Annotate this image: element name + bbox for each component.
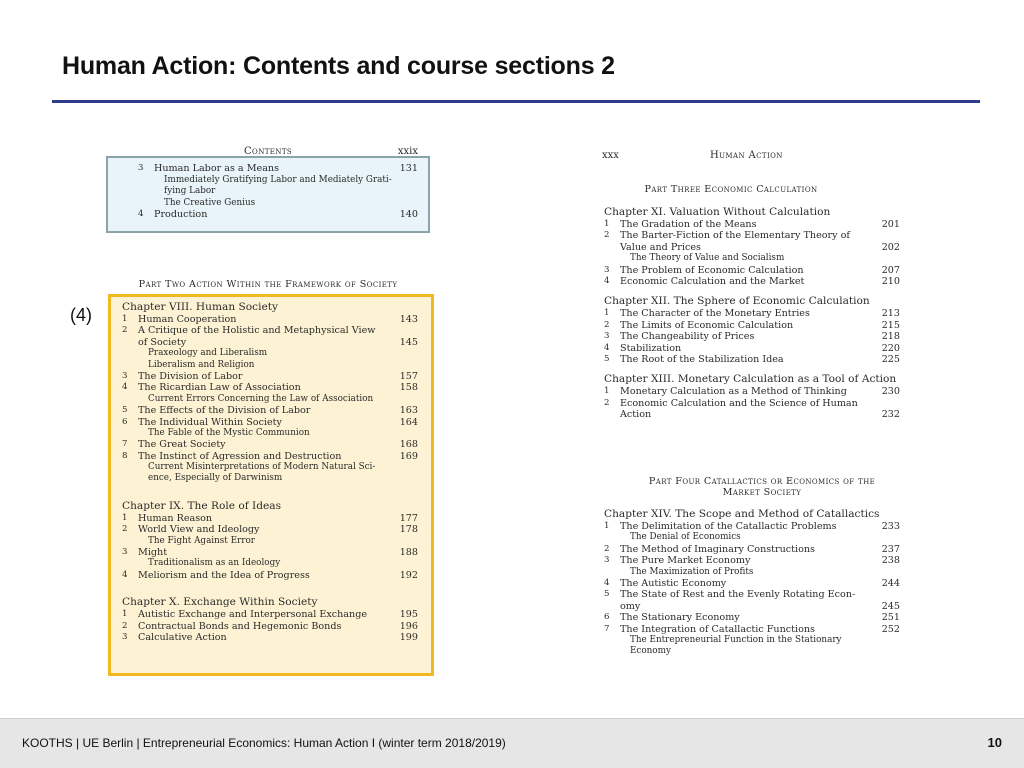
toc-entry-label: World View and Ideology — [138, 524, 260, 536]
toc-entry-label: of Society — [138, 336, 187, 348]
toc-header-title: Contents — [244, 146, 293, 157]
toc-entry-number: 2 — [604, 397, 610, 408]
chapter-spacer — [122, 581, 418, 595]
toc-entry-number: 3 — [122, 370, 128, 381]
toc-entry-label: Human Reason — [138, 512, 213, 524]
toc-entry — [122, 325, 418, 336]
chapter-title: Chapter XIII. Monetary Calculation as a Tool of Action — [604, 373, 897, 386]
part-four-heading-line2: Market Society — [722, 487, 802, 499]
toc-entry-page: 164 — [399, 416, 418, 428]
toc-entry-page: 178 — [399, 524, 418, 536]
toc-entry — [604, 230, 900, 241]
toc-subentry-label: Current Misinterpretations of Modern Natural Sci- — [148, 462, 376, 473]
toc-entry — [604, 386, 900, 397]
toc-excerpt-contents — [138, 146, 418, 220]
toc-entry — [604, 354, 900, 365]
toc-rows — [138, 163, 418, 220]
toc-entry-page: 225 — [881, 353, 900, 365]
toc-entry-number: 1 — [604, 219, 610, 229]
toc-entry — [122, 417, 418, 428]
chapter-entries — [604, 219, 900, 287]
toc-entry-number: 3 — [122, 547, 128, 558]
toc-entry-label: Might — [138, 547, 168, 559]
toc-entry-number: 3 — [604, 555, 610, 566]
toc-entry — [604, 398, 900, 409]
toc-subentry-label: Immediately Gratifying Labor and Mediately Grati- — [164, 174, 392, 185]
toc-subentry — [138, 198, 418, 209]
toc-entry-number: 5 — [604, 589, 610, 600]
toc-entry-number: 5 — [122, 405, 128, 416]
toc-entry-label: The Division of Labor — [138, 370, 243, 382]
toc-entry — [604, 601, 900, 612]
toc-entry-page: 215 — [881, 319, 900, 331]
chapter-title: Chapter XI. Valuation Without Calculation — [604, 206, 831, 218]
part-two-heading-block — [128, 279, 408, 290]
toc-entry-page: 145 — [399, 336, 418, 348]
toc-entry — [604, 331, 900, 342]
section-callout-label: (4) — [70, 305, 92, 325]
toc-entry — [122, 524, 418, 535]
toc-entry-number: 1 — [604, 521, 610, 531]
toc-entry-page: 168 — [399, 439, 418, 451]
toc-entry — [604, 612, 900, 623]
toc-entry-number: 1 — [122, 314, 128, 324]
chapter-entries — [122, 609, 418, 643]
toc-entry-label: A Critique of the Holistic and Metaphysical View — [138, 325, 376, 337]
toc-subentry — [122, 428, 418, 439]
toc-entry — [604, 242, 900, 253]
toc-entry-label: The Limits of Economic Calculation — [620, 319, 794, 331]
title-underline — [52, 100, 980, 103]
toc-subentry-label: Current Errors Concerning the Law of Association — [148, 393, 374, 404]
toc-entry-number: 2 — [122, 325, 128, 336]
toc-entry-page: 220 — [881, 342, 900, 354]
toc-entry — [604, 265, 900, 276]
chapter-entries — [122, 513, 418, 581]
toc-entry-label: The Problem of Economic Calculation — [620, 264, 804, 276]
toc-entry-label: The Gradation of the Means — [620, 219, 757, 230]
toc-subentry-label: The Entrepreneurial Function in the Stationary — [630, 634, 842, 645]
toc-entry — [122, 513, 418, 524]
toc-entry — [604, 624, 900, 635]
toc-entry-label: Stabilization — [620, 342, 682, 354]
toc-entry-number: 2 — [122, 620, 128, 631]
part-three-heading-block — [602, 184, 902, 195]
toc-subentry-label: The Denial of Economics — [630, 532, 741, 543]
chapter-spacer — [122, 485, 418, 499]
toc-entry-number: 7 — [122, 439, 128, 450]
toc-subentry-label: The Fight Against Error — [148, 535, 255, 546]
toc-entry-page: 202 — [881, 241, 900, 253]
part-two-heading: Part Two Action Within the Framework of Society — [138, 279, 398, 290]
chapter-entries — [122, 314, 418, 485]
toc-entry-number: 6 — [122, 416, 128, 427]
toc-entry — [122, 547, 418, 558]
toc-subentry-label: Economy — [630, 646, 671, 657]
toc-subentry — [122, 348, 418, 359]
slide-number: 10 — [987, 735, 1002, 750]
toc-entry-label: The Character of the Monetary Entries — [620, 308, 810, 320]
toc-subentry-label: ence, Especially of Darwinism — [148, 473, 283, 484]
toc-entry-page: 196 — [399, 620, 418, 632]
toc-entry-label: Meliorism and the Idea of Progress — [138, 569, 310, 581]
toc-subentry — [604, 635, 900, 646]
toc-entry-label: The Method of Imaginary Constructions — [620, 543, 815, 555]
toc-entry — [122, 632, 418, 643]
toc-entry-label: The Autistic Economy — [620, 577, 727, 589]
toc-subentry — [122, 394, 418, 405]
toc-entry-page: 158 — [399, 382, 418, 394]
toc-entry-label: The Ricardian Law of Association — [138, 382, 301, 394]
toc-entry — [604, 555, 900, 566]
toc-entry-label: Production — [154, 208, 208, 220]
toc-entry — [604, 343, 900, 354]
toc-entry — [604, 409, 900, 420]
toc-entry — [604, 544, 900, 555]
toc-entry-page: 232 — [881, 409, 900, 421]
toc-entry — [122, 405, 418, 416]
toc-entry-page — [876, 398, 900, 409]
toc-entry-label: The State of Rest and the Evenly Rotating Econ- — [620, 589, 856, 601]
chapter-title: Chapter XII. The Sphere of Economic Calculation — [604, 295, 870, 308]
chapter-spacer — [604, 365, 900, 372]
toc-entry-number: 1 — [122, 609, 128, 620]
toc-subentry — [604, 532, 900, 543]
toc-entry-number: 1 — [604, 386, 610, 397]
toc-entry-label: The Delimitation of the Catallactic Problems — [620, 521, 837, 532]
toc-entry-label: omy — [620, 600, 641, 612]
toc-entry-page: 192 — [399, 569, 418, 581]
chapter-entries — [604, 308, 900, 365]
toc-subentry — [122, 536, 418, 547]
toc-subentry-label: The Creative Genius — [164, 197, 256, 208]
toc-entry-number: 1 — [604, 308, 610, 319]
toc-entry — [604, 320, 900, 331]
slide-title: Human Action: Contents and course sections 2 — [62, 52, 615, 80]
toc-excerpt-part-three — [604, 205, 900, 420]
chapter-title: Chapter IX. The Role of Ideas — [122, 499, 282, 512]
toc-entry-number: 4 — [138, 208, 144, 219]
toc-entry-label: Human Labor as a Means — [154, 163, 280, 175]
toc-subentry-label: Traditionalism as an Ideology — [148, 558, 281, 569]
toc-entry-page: 207 — [881, 264, 900, 276]
toc-entry — [138, 209, 418, 220]
toc-entry — [122, 609, 418, 620]
toc-entry-page: 213 — [881, 308, 900, 320]
toc-entry — [604, 521, 900, 532]
toc-subentry — [122, 462, 418, 473]
toc-entry-page: 199 — [399, 631, 418, 643]
toc-entry-page — [394, 325, 418, 336]
toc-subentry-label: The Fable of the Mystic Communion — [148, 427, 310, 438]
toc-entry-page: 143 — [399, 314, 418, 325]
toc-entry-number: 2 — [604, 230, 610, 241]
toc-entry — [122, 371, 418, 382]
toc-subentry-label: The Theory of Value and Socialism — [630, 253, 785, 264]
toc-subentry — [604, 253, 900, 264]
toc-entry-label: The Root of the Stabilization Idea — [620, 353, 784, 365]
toc-entry-label: The Changeability of Prices — [620, 331, 755, 343]
toc-entry-page: 233 — [881, 521, 900, 532]
toc-subentry-label: The Maximization of Profits — [630, 566, 754, 577]
toc-excerpt-part-two — [122, 300, 418, 643]
toc-entry-label: Economic Calculation and the Market — [620, 275, 805, 287]
toc-entry-page: 201 — [881, 219, 900, 230]
toc-entry-number: 8 — [122, 450, 128, 461]
toc-entry — [122, 382, 418, 393]
part-four-heading-line1: Part Four Catallactics or Economics of the — [648, 476, 876, 487]
toc-entry-page: 163 — [399, 405, 418, 417]
toc-entry-label: Autistic Exchange and Interpersonal Exchange — [138, 609, 368, 621]
toc-entry-page: 230 — [881, 386, 900, 398]
right-page-header — [602, 150, 902, 161]
toc-entry-number: 3 — [604, 264, 610, 275]
toc-entry-number: 4 — [604, 342, 610, 353]
toc-entry-label: The Barter-Fiction of the Elementary Theory of — [620, 230, 850, 242]
toc-subentry — [138, 186, 418, 197]
toc-entry — [122, 439, 418, 450]
toc-entry-label: The Stationary Economy — [620, 612, 740, 624]
toc-entry-page: 245 — [881, 600, 900, 612]
toc-entry-number: 3 — [138, 163, 144, 174]
toc-entry-number: 3 — [604, 331, 610, 342]
chapter-entries — [604, 386, 900, 420]
chapter-title: Chapter X. Exchange Within Society — [122, 596, 318, 609]
toc-entry — [122, 570, 418, 581]
toc-entry-page: 195 — [399, 609, 418, 621]
toc-entry-label: Human Cooperation — [138, 314, 237, 325]
toc-entry-page: 188 — [399, 547, 418, 559]
chapter-title: Chapter XIV. The Scope and Method of Catallactics — [604, 508, 880, 520]
toc-entry-page — [876, 230, 900, 241]
toc-subentry — [604, 646, 900, 657]
toc-entry-label: The Effects of the Division of Labor — [138, 405, 311, 417]
toc-subentry-label: fying Labor — [164, 186, 216, 197]
chapter-spacer — [604, 287, 900, 294]
part-three-heading: Part Three Economic Calculation — [644, 184, 818, 195]
toc-entry-label: Action — [620, 409, 652, 421]
right-header-title: Human Action — [710, 150, 783, 161]
toc-excerpt-part-four — [604, 507, 900, 658]
toc-entry — [604, 589, 900, 600]
toc-entry-number: 4 — [604, 577, 610, 588]
toc-entry — [138, 163, 418, 174]
toc-entry-label: The Individual Within Society — [138, 416, 282, 428]
toc-subentry — [604, 567, 900, 578]
toc-entry — [604, 219, 900, 230]
toc-entry-number: 3 — [122, 631, 128, 642]
toc-entry-page — [876, 589, 900, 600]
toc-entry-number: 4 — [122, 569, 128, 580]
toc-subentry — [122, 558, 418, 569]
toc-subentry — [138, 175, 418, 186]
toc-entry — [122, 337, 418, 348]
toc-entry-number: 5 — [604, 353, 610, 364]
toc-entry-page: 238 — [881, 555, 900, 567]
toc-entry-number: 4 — [122, 382, 128, 393]
toc-entry — [604, 578, 900, 589]
toc-entry-page: 237 — [881, 543, 900, 555]
toc-entry-page: 140 — [399, 208, 418, 220]
toc-entry-number: 6 — [604, 612, 610, 623]
toc-entry-page: 218 — [881, 331, 900, 343]
toc-subentry — [122, 360, 418, 371]
chapter-entries — [604, 521, 900, 658]
toc-entry-page: 131 — [399, 163, 418, 175]
toc-entry-label: Value and Prices — [620, 241, 701, 253]
toc-entry-page: 169 — [399, 450, 418, 462]
toc-entry-number: 4 — [604, 275, 610, 286]
toc-entry-label: Monetary Calculation as a Method of Thinking — [620, 386, 847, 398]
toc-entry-label: Economic Calculation and the Science of Human — [620, 397, 858, 409]
toc-entry — [604, 308, 900, 319]
toc-entry — [122, 621, 418, 632]
toc-subentry — [122, 473, 418, 484]
chapter-title: Chapter VIII. Human Society — [122, 301, 279, 313]
toc-entry-number: 2 — [604, 319, 610, 330]
toc-entry-number: 2 — [122, 524, 128, 535]
toc-entry-number: 1 — [122, 512, 128, 523]
toc-subentry-label: Liberalism and Religion — [148, 359, 255, 370]
toc-entry-number: 7 — [604, 623, 610, 634]
toc-entry-page: 251 — [881, 612, 900, 624]
toc-entry-label: The Pure Market Economy — [620, 555, 751, 567]
right-header-page: xxx — [602, 150, 619, 161]
toc-entry-page: 252 — [881, 623, 900, 635]
toc-header — [138, 146, 418, 157]
toc-entry — [122, 451, 418, 462]
toc-entry — [604, 276, 900, 287]
toc-entry-label: Contractual Bonds and Hegemonic Bonds — [138, 620, 342, 632]
toc-entry-page: 157 — [399, 370, 418, 382]
toc-entry-page: 210 — [881, 275, 900, 287]
footer-citation: KOOTHS | UE Berlin | Entrepreneurial Economics: Human Action I (winter term 2018/2019) — [22, 736, 506, 750]
toc-entry-label: The Instinct of Agression and Destruction — [138, 450, 342, 462]
toc-header-page: xxix — [397, 146, 418, 157]
toc-entry — [122, 314, 418, 325]
toc-entry-label: The Great Society — [138, 439, 226, 451]
toc-subentry-label: Praxeology and Liberalism — [148, 348, 268, 359]
toc-entry-page: 177 — [399, 512, 418, 524]
footer-bar — [0, 718, 1024, 768]
toc-entry-number: 2 — [604, 543, 610, 554]
toc-entry-label: The Integration of Catallactic Functions — [620, 623, 815, 635]
toc-entry-label: Calculative Action — [138, 631, 227, 643]
toc-entry-page: 244 — [881, 577, 900, 589]
part-four-heading-block — [602, 476, 902, 499]
